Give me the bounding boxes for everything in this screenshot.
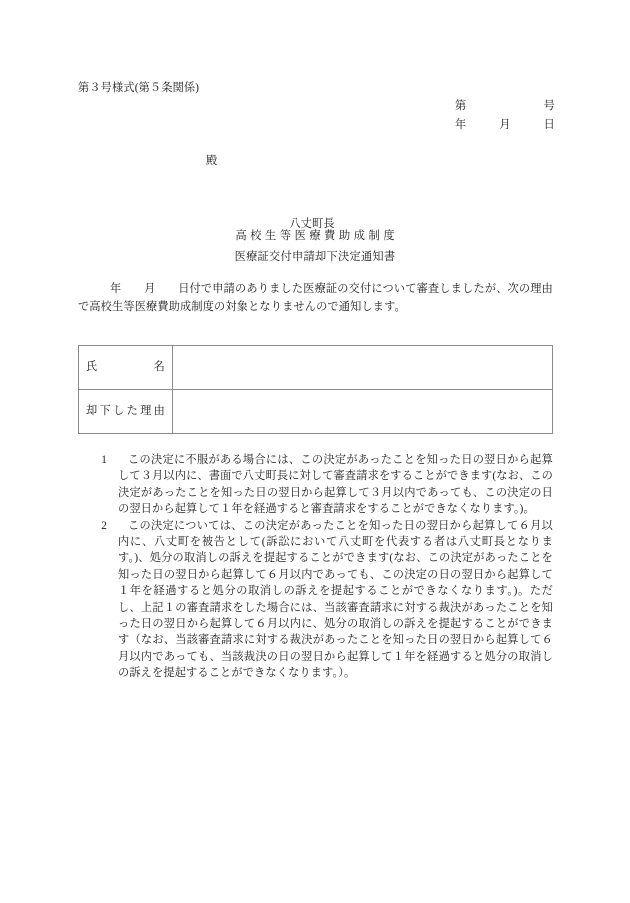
document-title [0,226,630,268]
label-char: 氏 [86,361,98,374]
reference-number-suffix: 号 [543,100,555,112]
list-item [78,452,553,518]
date-year-label: 年 [455,119,467,131]
label-char: 由 [153,405,165,418]
reference-date-line [455,117,555,134]
reference-number-prefix: 第 [455,100,467,112]
addressee-honorific: 殿 [206,155,218,167]
row-value-reason[interactable] [173,390,553,434]
label-char: 下 [99,405,111,418]
note-text: この決定に不服がある場合には、この決定があったことを知った日の翌日から起算して３月以内に、書面で八丈町長に対して審査請求をすることができます(なお、この決定があったことを知った日の翌日から起算して３月以内であっても、この決定の日の翌日から起算して１年を経過すると審査請求をすることができなくなります。)。 [118,454,553,516]
label-char: 却 [86,405,98,418]
list-item [78,518,553,682]
label-char: 理 [140,405,152,418]
applicant-detail-table [78,345,553,434]
row-value-name[interactable] [173,346,553,390]
row-label-reason [79,390,173,434]
label-char: 名 [153,361,165,374]
note-number: 2 [101,519,107,532]
table-row [79,346,553,390]
intro-paragraph: 年 月 日付で申請のありました医療証の交付について審査しましたが、次の理由で高校生等医療費助成制度の対象となりませんので通知します。 [78,283,553,313]
table-row [79,390,553,434]
legal-notes-list [78,452,553,682]
label-char: し [113,405,125,418]
document-title-line-1: 高校生等医療費助成制度 [235,230,399,242]
document-title-line-2: 医療証交付申請却下決定通知書 [234,251,396,263]
form-number: 第３号様式(第５条関係) [78,82,200,94]
reference-block [455,98,555,134]
note-number: 1 [101,454,107,466]
row-label-name [79,346,173,390]
date-day-label: 日 [543,119,555,131]
reference-number-line [455,98,555,115]
date-month-label: 月 [499,119,511,131]
label-char: た [126,405,138,418]
note-text: この決定については、この決定があったことを知った日の翌日から起算して６月以内に、八丈町を被告として(訴訟において八丈町を代表する者は八丈町長となります。)、処分の取消しの訴えを提起することができます(なお、この決定があったことを知った日の翌日から起算して６月以内であっても、この決定の日の翌日から起算して１年を経過すると処分の取消しの訴えを提起することができなくなります。)。ただし、上記１の審査請求をした場合には、当該審査請求に対する裁決があったことを知った日の翌日から起算して６月以内に、処分の取消しの訴えを提起することができます（なお、当該審査請求に対する裁決があったことを知った日の翌日から起算して６月以内であっても、当該裁決の日の翌日から起算して１年を経過すると処分の取消しの訴えを提起することができなくなります。）。 [118,519,553,680]
issuer-name: 八丈町長 [289,218,335,230]
